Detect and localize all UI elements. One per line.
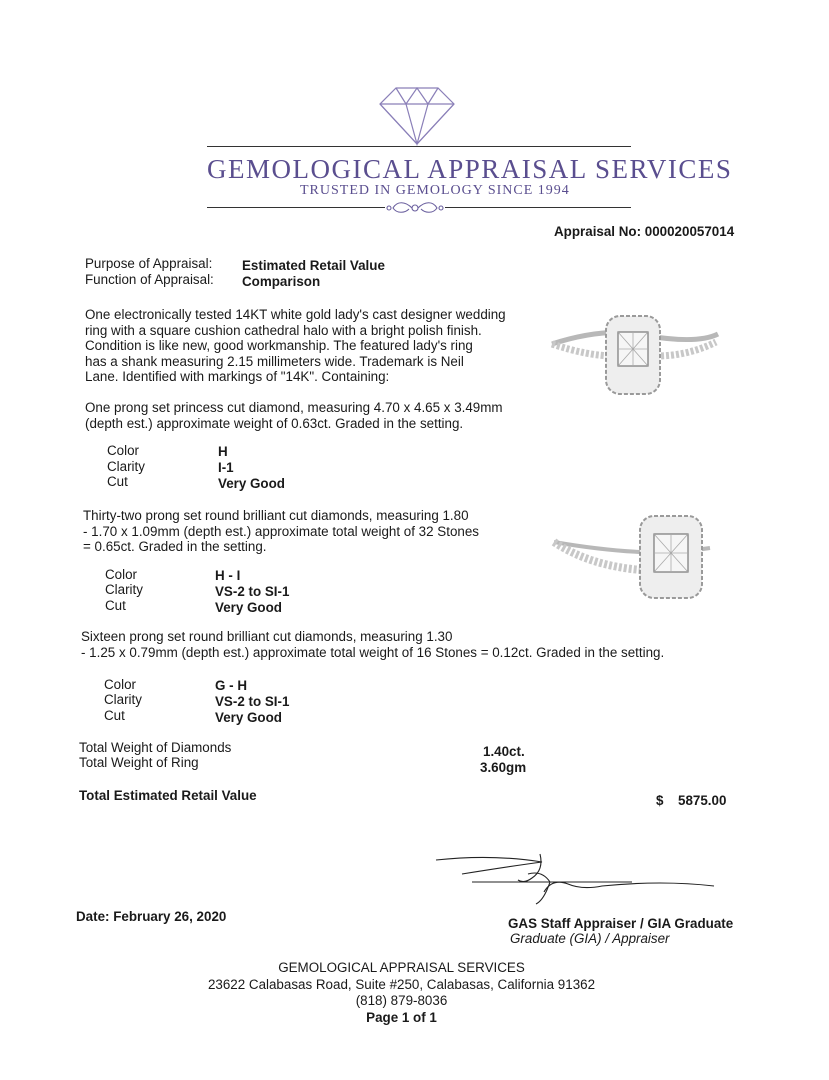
stone-3-clarity-value: VS-2 to SI-1 — [215, 694, 290, 709]
stone-line: One prong set princess cut diamond, measuring 4.70 x 4.65 x 3.49mm — [85, 400, 503, 415]
stone-line: Thirty-two prong set round brilliant cut diamonds, measuring 1.80 — [83, 508, 469, 523]
stone-3-cut-value: Very Good — [215, 710, 282, 725]
stone-line: Sixteen prong set round brilliant cut diamonds, measuring 1.30 — [81, 629, 453, 644]
purpose-value: Estimated Retail Value — [242, 258, 385, 273]
description-line: Condition is like new, good workmanship. The featured lady's ring — [85, 338, 473, 353]
stone-2-clarity-label: Clarity — [105, 582, 143, 597]
stone-3-clarity-label: Clarity — [104, 692, 142, 707]
stone-2-cut-label: Cut — [105, 598, 126, 613]
function-label: Function of Appraisal: — [85, 272, 214, 287]
stone-3-color-label: Color — [104, 677, 136, 692]
stone-line: - 1.25 x 0.79mm (depth est.) approximate total weight of 16 Stones = 0.12ct. Graded in the setting. — [81, 644, 665, 660]
function-value: Comparison — [242, 274, 321, 289]
footer-company: GEMOLOGICAL APPRAISAL SERVICES — [278, 960, 525, 975]
total-ring-value: 3.60gm — [480, 760, 527, 775]
description-line: Lane. Identified with markings of "14K". Containing: — [85, 369, 390, 384]
total-retail-value: 5875.00 — [678, 793, 727, 808]
total-retail-label: Total Estimated Retail Value — [79, 788, 257, 803]
appraiser-title: GAS Staff Appraiser / GIA Graduate — [508, 916, 734, 931]
total-diamonds-label: Total Weight of Diamonds — [79, 740, 232, 755]
stone-3-color-value: G - H — [215, 678, 247, 693]
footer-phone: (818) 879-8036 — [355, 993, 448, 1008]
description-line: One electronically tested 14KT white gold lady's cast designer wedding — [85, 307, 506, 322]
logo-top-rule — [207, 146, 631, 147]
ornament-icon — [385, 200, 445, 216]
stone-line: - 1.70 x 1.09mm (depth est.) approximate total weight of 32 Stones — [83, 523, 479, 539]
diamond-logo-icon — [378, 84, 456, 146]
total-ring-label: Total Weight of Ring — [79, 755, 199, 770]
logo-title: GEMOLOGICAL APPRAISAL SERVICES — [207, 154, 733, 184]
stone-2-cut-value: Very Good — [215, 600, 282, 615]
stone-1-clarity-label: Clarity — [107, 459, 145, 474]
logo-bottom-rule-left — [207, 207, 385, 208]
stone-1-color-value: H — [218, 444, 228, 459]
appraiser-subtitle: Graduate (GIA) / Appraiser — [510, 931, 670, 946]
stone-1-clarity-value: I-1 — [218, 460, 234, 475]
stone-1-cut-value: Very Good — [218, 476, 285, 491]
total-diamonds-value: 1.40ct. — [483, 744, 525, 759]
stone-1-cut-label: Cut — [107, 474, 128, 489]
appraisal-date: Date: February 26, 2020 — [76, 909, 227, 924]
stone-2-clarity-value: VS-2 to SI-1 — [215, 584, 290, 599]
total-retail-currency: $ — [656, 793, 664, 808]
appraisal-number: Appraisal No: 000020057014 — [554, 224, 735, 239]
appraiser-signature — [432, 852, 722, 908]
logo-tagline: TRUSTED IN GEMOLOGY SINCE 1994 — [300, 183, 570, 198]
ring-photo-top — [548, 304, 720, 408]
stone-2-description — [83, 508, 479, 555]
purpose-label: Purpose of Appraisal: — [85, 256, 213, 271]
stone-1-color-label: Color — [107, 443, 139, 458]
logo-bottom-rule-right — [445, 207, 631, 208]
stone-2-color-value: H - I — [215, 568, 241, 583]
description-line: has a shank measuring 2.15 millimeters wide. Trademark is Neil — [85, 353, 464, 369]
ring-photo-side — [550, 508, 722, 608]
stone-line: (depth est.) approximate weight of 0.63ct. Graded in the setting. — [85, 415, 464, 431]
description-line: ring with a square cushion cathedral halo with a bright polish finish. — [85, 322, 482, 338]
stone-line: = 0.65ct. Graded in the setting. — [83, 539, 267, 554]
item-description — [85, 307, 506, 385]
stone-3-description — [81, 629, 664, 660]
footer-address: 23622 Calabasas Road, Suite #250, Calabasas, California 91362 — [207, 977, 596, 992]
stone-2-color-label: Color — [105, 567, 137, 582]
stone-1-description — [85, 400, 503, 431]
page-number: Page 1 of 1 — [366, 1010, 437, 1025]
stone-3-cut-label: Cut — [104, 708, 125, 723]
